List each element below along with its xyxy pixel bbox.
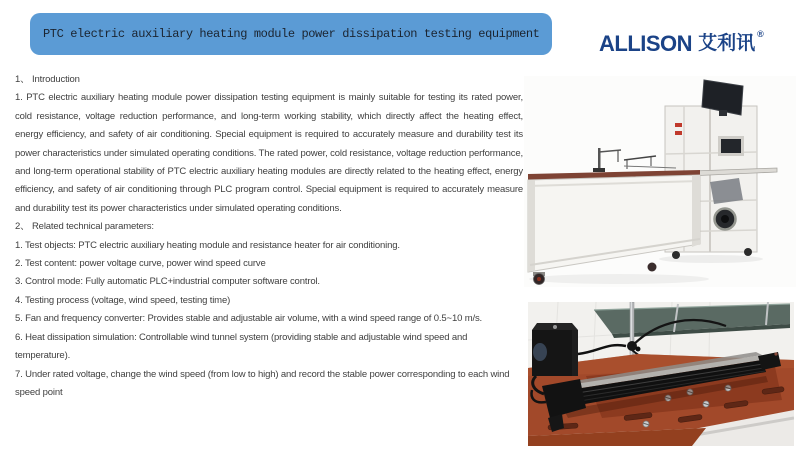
section-1-paragraph: 1. PTC electric auxiliary heating module power dissipation testing equipment is mainly suitable for testing its rated power, cold resistance, voltage reduction performance, and long-term working stability, which directly affect the heating effect, energy efficiency, and safety of air conditioning. Special equipment is required to accurately measure and durability test its power characteristics under simulated operating conditions. The rated power, cold resistance, voltage reduction performance, and long-term operational stability of PTC electric auxiliary heating modules are directly related to the heating effect, energy efficiency, and safety of air conditioning through PLC program control. Special equipment is required to accurately measure and durability test its power characteristics under simulated operating conditions. bbox=[15, 92, 523, 214]
parameter-item: 4. Testing process (voltage, wind speed, testing time) bbox=[15, 294, 231, 306]
equipment-photo bbox=[524, 76, 796, 287]
body-text bbox=[15, 71, 523, 402]
parameter-item: 2. Test content: power voltage curve, power wind speed curve bbox=[15, 258, 266, 270]
parameter-item: 3. Control mode: Fully automatic PLC+industrial computer software control. bbox=[15, 276, 320, 288]
brand-logo-chinese: 艾利讯 bbox=[698, 33, 756, 54]
module-photo bbox=[528, 302, 794, 446]
page-title: PTC electric auxiliary heating module power dissipation testing equipment bbox=[43, 27, 540, 41]
section-2-heading: 2、 Related technical parameters: bbox=[15, 221, 154, 233]
registered-trademark-icon: ® bbox=[757, 29, 764, 39]
parameter-item: 6. Heat dissipation simulation: Controllable wind tunnel system (providing stable and adjustable wind speed and temperature). bbox=[15, 331, 468, 362]
section-1-heading: 1、 Introduction bbox=[15, 74, 80, 85]
title-banner bbox=[30, 13, 552, 55]
brand-logo-latin: ALLISON bbox=[599, 31, 693, 56]
parameter-item: 5. Fan and frequency converter: Provides stable and adjustable air volume, with a wind speed range of 0.5~10 m/s. bbox=[15, 313, 483, 325]
parameter-item: 7. Under rated voltage, change the wind speed (from low to high) and record the stable power corresponding to each wind speed point bbox=[15, 368, 510, 398]
brand-logo bbox=[599, 29, 764, 56]
parameter-item: 1. Test objects: PTC electric auxiliary heating module and resistance heater for air conditioning. bbox=[15, 239, 400, 251]
